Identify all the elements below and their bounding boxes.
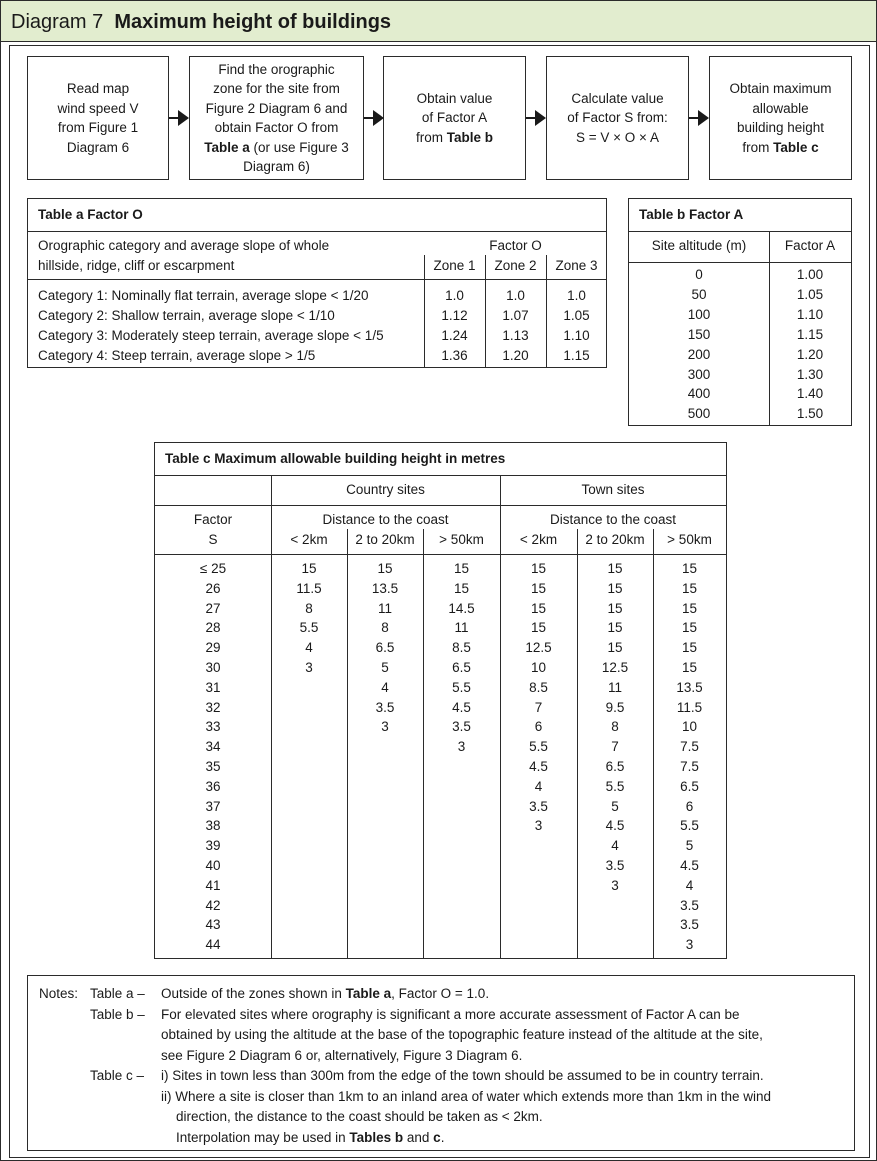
- table-c-height: 15: [607, 580, 623, 596]
- table-c-height: 4.5: [452, 699, 471, 715]
- table-c-height: 4.5: [529, 759, 548, 774]
- table-c-factor-s-head: S: [208, 532, 218, 547]
- table-c-country-distance-head: Distance to the coast: [322, 512, 449, 527]
- table-c-town-head: Town sites: [581, 482, 645, 497]
- flow-step-3: [383, 56, 526, 180]
- table-c-height: 11: [607, 679, 622, 695]
- table-c-height: 4.5: [605, 818, 625, 834]
- table-c-height: 3: [305, 660, 313, 675]
- text-run: ii) Where a site is closer than 1km to an inland area of water which extends more than 1km in the wind: [161, 1088, 772, 1104]
- table-b-altitude: 400: [687, 386, 711, 402]
- flow-step-4: [546, 56, 689, 180]
- table-c-factor-s: 40: [205, 858, 221, 873]
- table-c-height: 13.5: [371, 580, 399, 596]
- table-c-height: 15: [530, 600, 547, 616]
- text-run: from: [415, 129, 447, 145]
- table-c-distance-col-head: < 2km: [290, 532, 328, 547]
- notes-table-tag: Table a –: [90, 986, 145, 1001]
- table-c-height: 5.5: [529, 739, 548, 755]
- table-c-factor-s: 31: [205, 679, 221, 695]
- text-run: zone for the site from: [213, 81, 340, 96]
- table-c-height: 15: [607, 561, 623, 576]
- table-c-height: 15: [530, 580, 547, 596]
- bold-run: Table c: [773, 139, 819, 155]
- notes-line: [161, 1087, 771, 1108]
- table-b-factor-a: 1.10: [796, 306, 824, 322]
- table-a-value: 1.07: [502, 308, 529, 323]
- notes-line: [161, 1046, 522, 1067]
- table-a-head-line2: hillside, ridge, cliff or escarpment: [38, 258, 235, 273]
- table-c-factor-s: 30: [205, 660, 221, 675]
- flow-step-1-text: [57, 79, 138, 157]
- table-b-factor-head: Factor A: [784, 238, 836, 253]
- table-c-height: 15: [453, 561, 470, 576]
- table-b-altitude: 200: [687, 346, 711, 362]
- table-c-factor-s: 28: [205, 620, 221, 636]
- table-c-height: 15: [681, 561, 698, 576]
- text-run: Obtain maximum: [729, 81, 832, 96]
- text-run: wind speed V: [57, 100, 139, 116]
- table-b-factor-a: 1.05: [796, 286, 824, 302]
- text-run: Figure 2 Diagram 6 and: [205, 100, 348, 116]
- table-c-height: 15: [453, 580, 470, 596]
- table-c-height: 8: [305, 600, 313, 616]
- text-run: Outside of the zones shown in: [161, 986, 346, 1001]
- table-c-height: 7: [534, 699, 543, 715]
- table-c-height: 3.5: [680, 897, 699, 913]
- flow-step-2-text: [204, 60, 349, 177]
- table-c-height: 4: [611, 838, 619, 854]
- table-c-height: 5: [611, 798, 619, 814]
- table-a-zone-1-head: Zone 1: [433, 258, 476, 273]
- table-c-height: 11: [377, 600, 392, 616]
- text-run: i) Sites in town less than 300m from the edge of the town should be assumed to be in country terrain.: [161, 1068, 764, 1083]
- table-c-height: 6.5: [452, 660, 471, 675]
- table-c-height: 15: [607, 640, 623, 656]
- table-c-factor-s: 32: [205, 699, 221, 715]
- table-c-factor-s: 36: [205, 778, 221, 794]
- table-c-distance-col-head: 2 to 20km: [585, 532, 645, 547]
- table-b-altitude: 0: [695, 267, 703, 282]
- table-b-altitude: 150: [687, 326, 711, 342]
- table-c-height: 3.5: [375, 699, 395, 715]
- table-c-factor-s: 29: [205, 640, 221, 656]
- table-c-height: 5.5: [605, 778, 625, 794]
- arrow-right-icon: [689, 109, 709, 127]
- table-a-value: 1.15: [563, 348, 590, 363]
- table-c-distance-col-head: 2 to 20km: [355, 532, 415, 547]
- table-c-factor-s: 41: [205, 877, 221, 893]
- table-c-height: 8.5: [529, 679, 548, 695]
- table-c-height: 5: [685, 838, 694, 854]
- table-c-height: 3.5: [529, 798, 548, 814]
- table-c-height: 9.5: [605, 699, 625, 715]
- text-run: obtain Factor O from: [214, 120, 339, 135]
- table-a-value: 1.10: [563, 328, 590, 343]
- table-c-height: 3: [611, 877, 619, 893]
- table-a-value: 1.05: [563, 308, 590, 323]
- table-c-height: 3: [381, 719, 389, 735]
- table-a-value: 1.0: [445, 288, 464, 303]
- text-run: .: [440, 1129, 445, 1145]
- text-run: Read map: [66, 81, 130, 96]
- table-a-value: 1.12: [441, 308, 468, 323]
- table-c-height: 5.5: [452, 679, 471, 695]
- table-c-height: 8: [611, 719, 619, 735]
- table-c-factor-s: 38: [205, 818, 221, 834]
- table-a: [27, 198, 607, 368]
- table-c-height: 15: [530, 561, 547, 576]
- table-c-height: 15: [530, 620, 547, 636]
- notes-line: [161, 984, 489, 1005]
- table-c-height: 8.5: [452, 640, 471, 656]
- flow-step-4-text: [567, 89, 668, 148]
- table-a-caption: Table a Factor O: [28, 199, 606, 232]
- table-c-height: 6.5: [605, 759, 625, 774]
- table-a-value: 1.24: [441, 328, 468, 343]
- table-c-factor-s: 39: [205, 838, 221, 854]
- table-c-factor-s: 43: [205, 917, 221, 933]
- table-c-height: 5.5: [299, 620, 319, 636]
- table-b-altitude: 50: [691, 286, 707, 302]
- table-c-height: 4: [685, 877, 694, 893]
- table-c-factor-s: ≤ 25: [199, 561, 227, 576]
- table-c-distance-col-head: > 50km: [439, 532, 484, 547]
- diagram-heading: Maximum height of buildings: [114, 11, 392, 33]
- text-run: and: [403, 1129, 434, 1145]
- arrow-right-icon: [364, 109, 384, 127]
- table-c-height: 3.5: [605, 858, 625, 873]
- table-c-height: 6.5: [680, 778, 699, 794]
- text-run: For elevated sites where orography is significant a more accurate assessment of Factor A can be: [161, 1006, 740, 1022]
- table-c-height: 7.5: [680, 759, 699, 774]
- notes-box: [27, 975, 855, 1151]
- table-b-factor-a: 1.50: [796, 406, 824, 422]
- text-run: of Factor A: [421, 110, 488, 126]
- table-c-height: 15: [607, 620, 623, 636]
- notes-line: [161, 1005, 740, 1026]
- table-a-zone-2-head: Zone 2: [494, 258, 537, 273]
- text-run: Diagram 6: [66, 139, 130, 155]
- table-b-factor-a: 1.30: [796, 366, 824, 382]
- table-c-factor-s: 33: [205, 719, 221, 735]
- table-b-altitude: 500: [687, 406, 711, 422]
- table-c-height: 3: [534, 818, 543, 834]
- table-c-height: 15: [681, 660, 698, 675]
- table-c-factor-s: 27: [205, 600, 221, 616]
- table-c-height: 6.5: [375, 640, 395, 656]
- table-c-height: 7: [611, 739, 619, 755]
- bold-run: Table a: [345, 986, 392, 1001]
- text-run: , Factor O = 1.0.: [391, 986, 490, 1001]
- diagram-header: [1, 1, 876, 42]
- bold-run: c: [433, 1129, 441, 1145]
- text-run: from Figure 1: [57, 120, 139, 135]
- table-b-factor-a: 1.15: [796, 326, 824, 342]
- table-c-height: 15: [681, 600, 698, 616]
- table-c-height: 15: [681, 640, 698, 656]
- arrow-right-icon: [526, 109, 546, 127]
- table-c-height: 12.5: [601, 660, 629, 675]
- flow-step-2: [189, 56, 364, 180]
- table-c-height: 12.5: [525, 640, 552, 656]
- table-b: [628, 198, 852, 426]
- text-run: Interpolation may be used in: [161, 1129, 350, 1145]
- flow-step-5: [709, 56, 852, 180]
- table-c-factor-s: 34: [205, 739, 221, 755]
- table-b-factor-a: 1.40: [796, 386, 824, 402]
- bold-run: Table b: [446, 129, 494, 145]
- notes-line: [161, 1128, 444, 1149]
- table-a-row-label: Category 3: Moderately steep terrain, average slope < 1/5: [38, 328, 384, 343]
- table-b-altitude: 300: [687, 366, 711, 382]
- table-b-head-divider: [629, 262, 851, 263]
- table-a-row-label: Category 4: Steep terrain, average slope > 1/5: [38, 348, 316, 363]
- table-b-factor-a: 1.00: [796, 267, 824, 282]
- table-b-altitude: 100: [687, 306, 711, 322]
- table-c-height: 15: [681, 620, 698, 636]
- text-run: Diagram 6): [243, 159, 310, 174]
- flow-step-1: [27, 56, 169, 180]
- table-a-value: 1.0: [567, 288, 586, 303]
- bold-run: Table a: [204, 139, 250, 155]
- notes-line: [161, 1025, 763, 1046]
- table-c-height: 10: [681, 719, 698, 735]
- table-a-value: 1.13: [502, 328, 529, 343]
- table-c-factor-s: 44: [205, 937, 221, 953]
- notes-table-tag: Table b –: [90, 1006, 145, 1022]
- text-run: direction, the distance to the coast should be taken as < 2km.: [161, 1109, 543, 1124]
- arrow-right-icon: [169, 109, 189, 127]
- table-c-height: 3: [685, 937, 694, 953]
- text-run: Find the orographic: [218, 61, 335, 77]
- text-run: Calculate value: [571, 90, 664, 106]
- diagram-title: [11, 10, 391, 34]
- notes-table-tag: Table c –: [90, 1068, 145, 1083]
- table-c-caption: Table c Maximum allowable building height in metres: [155, 443, 726, 476]
- text-run: S = V × O × A: [576, 129, 659, 145]
- table-c-height: 4: [534, 778, 543, 794]
- text-run: building height: [736, 120, 825, 135]
- table-c-height: 13.5: [676, 679, 703, 695]
- table-c: [154, 442, 727, 959]
- text-run: Obtain value: [416, 90, 493, 106]
- table-c-height: 4: [305, 640, 313, 656]
- table-a-value: 1.0: [506, 288, 525, 303]
- text-run: from: [742, 139, 774, 155]
- table-c-height: 7.5: [680, 739, 699, 755]
- table-c-distance-col-head: < 2km: [519, 532, 558, 547]
- flow-step-5-text: [729, 79, 831, 157]
- text-run: obtained by using the altitude at the base of the topographic feature instead of the altitude at the site,: [161, 1027, 763, 1042]
- table-c-height: 15: [607, 600, 623, 616]
- table-a-head-line1: Orographic category and average slope of whole: [38, 238, 330, 253]
- flow-step-3-text: [416, 89, 493, 148]
- table-a-value: 1.20: [502, 348, 529, 363]
- text-run: see Figure 2 Diagram 6 or, alternatively, Figure 3 Diagram 6.: [161, 1047, 523, 1063]
- table-c-height: 5: [381, 660, 389, 675]
- table-b-altitude-head: Site altitude (m): [651, 238, 747, 253]
- notes-line: [161, 1107, 543, 1128]
- table-c-height: 5.5: [680, 818, 699, 834]
- table-c-country-head: Country sites: [346, 482, 425, 497]
- table-c-height: 15: [301, 561, 317, 576]
- table-a-row-label: Category 1: Nominally flat terrain, average slope < 1/20: [38, 288, 369, 303]
- table-c-height: 8: [381, 620, 389, 636]
- table-c-height: 3: [457, 739, 466, 755]
- bold-run: Tables b: [349, 1129, 404, 1145]
- table-c-town-distance-head: Distance to the coast: [549, 512, 677, 527]
- table-c-distance-col-head: > 50km: [667, 532, 712, 547]
- table-c-height: 3.5: [680, 917, 699, 933]
- table-c-height: 10: [530, 660, 547, 675]
- table-a-row-label: Category 2: Shallow terrain, average slope < 1/10: [38, 308, 335, 323]
- notes-line: [161, 1066, 764, 1087]
- table-b-factor-a: 1.20: [796, 346, 824, 362]
- table-b-caption: Table b Factor A: [629, 199, 851, 232]
- table-c-height: 15: [377, 561, 393, 576]
- table-c-height: 11.5: [676, 699, 703, 715]
- table-c-height: 11: [454, 620, 469, 636]
- table-c-divider: [155, 505, 726, 506]
- table-c-height: 3.5: [452, 719, 471, 735]
- table-c-height: 4: [381, 679, 389, 695]
- table-c-factor-s: 35: [205, 759, 221, 774]
- table-c-height: 6: [685, 798, 694, 814]
- table-c-factor-s: 26: [205, 580, 221, 596]
- table-c-height: 15: [681, 580, 698, 596]
- table-a-value: 1.36: [441, 348, 468, 363]
- table-a-factor-head: Factor O: [489, 238, 542, 253]
- table-a-zone-3-head: Zone 3: [555, 258, 598, 273]
- table-c-height: 11.5: [296, 580, 322, 596]
- table-c-factor-head: Factor: [193, 512, 233, 527]
- text-run: of Factor S from:: [567, 110, 668, 126]
- text-run: (or use Figure 3: [249, 139, 349, 155]
- table-c-factor-s: 37: [205, 798, 221, 814]
- table-c-height: 4.5: [680, 858, 699, 873]
- diagram-label: Diagram 7: [11, 11, 104, 33]
- table-c-height: 6: [534, 719, 543, 735]
- table-c-divider: [155, 554, 726, 555]
- table-c-factor-s: 42: [205, 897, 221, 913]
- notes-lead: Notes:: [39, 986, 79, 1001]
- text-run: allowable: [752, 100, 809, 116]
- table-a-head-divider: [28, 279, 606, 280]
- table-c-height: 14.5: [448, 600, 475, 616]
